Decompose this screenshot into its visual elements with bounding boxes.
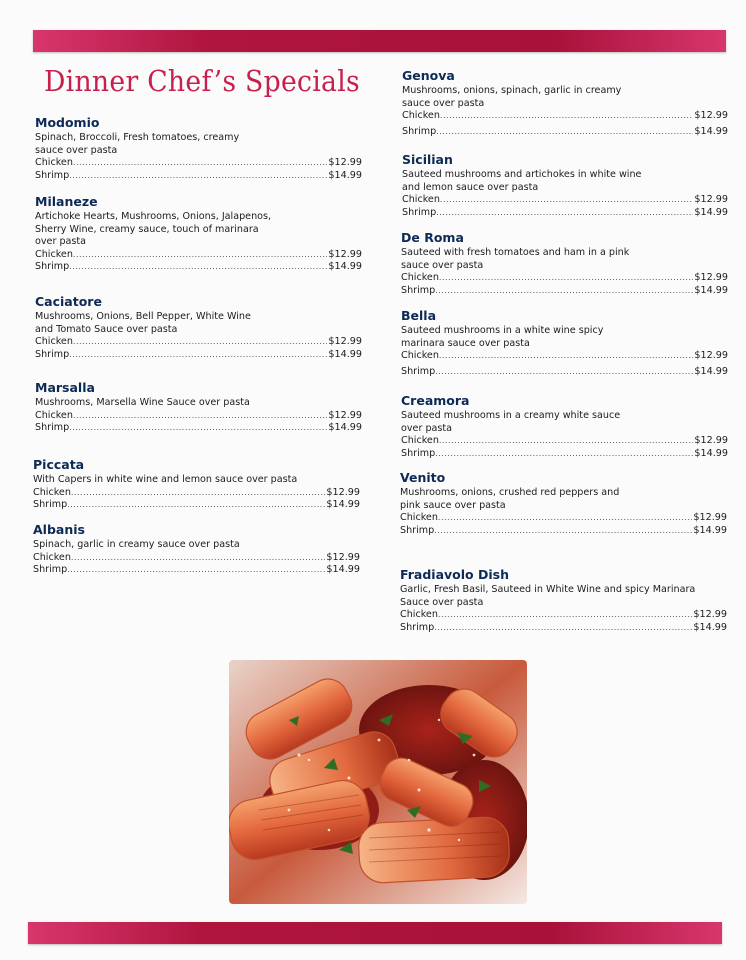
menu-item-fradiavolo-dish [400,567,727,634]
menu-item-venito [400,470,727,537]
price-row-shrimp: Shrimp ..... $14.99 [35,170,362,183]
price-row-chicken: Chicken ..... $12.99 [400,609,727,622]
menu-item-caciatore [35,294,362,361]
menu-item-modomio [35,115,362,182]
price-row-shrimp: Shrimp ..... $14.99 [35,261,362,274]
price-row-chicken: Chicken ..... $12.99 [33,487,360,500]
item-name: Piccata [33,457,85,472]
item-description: Sauteed with fresh tomatoes and ham in a pink sauce over pasta [401,247,630,271]
item-name: De Roma [401,230,464,245]
price-row-shrimp: Shrimp ..... $14.99 [402,126,728,139]
price-row-shrimp: Shrimp ..... $14.99 [401,285,728,298]
price-row-shrimp: Shrimp ..... $14.99 [35,422,362,435]
item-description: Mushrooms, onions, crushed red peppers and pink sauce over pasta [400,487,620,511]
price-row-chicken: Chicken ..... $12.99 [35,249,362,262]
price-row-chicken: Chicken ..... $12.99 [401,272,728,285]
item-description: Spinach, Broccoli, Fresh tomatoes, creamy sauce over pasta [35,132,240,156]
item-name: Sicilian [402,152,453,167]
price-row-chicken: Chicken ..... $12.99 [35,157,362,170]
price-row-shrimp: Shrimp ..... $14.99 [401,448,728,461]
price-row-shrimp: Shrimp ..... $14.99 [402,207,728,220]
menu-item-milaneze [35,194,362,274]
item-name: Albanis [33,522,85,537]
price-row-chicken: Chicken ..... $12.99 [401,435,728,448]
price-row-shrimp: Shrimp ..... $14.99 [33,564,360,577]
item-description: Sauteed mushrooms and artichokes in white wine and lemon sauce over pasta [402,169,642,193]
menu-item-piccata [33,457,360,512]
price-row-chicken: Chicken ..... $12.99 [402,110,728,123]
price-row-shrimp: Shrimp ..... $14.99 [400,622,727,635]
price-row-shrimp: Shrimp ..... $14.99 [35,349,362,362]
price-row-chicken: Chicken ..... $12.99 [35,410,362,423]
item-description: Sauteed mushrooms in a white wine spicy marinara sauce over pasta [401,325,604,349]
top-banner [33,30,726,52]
item-name: Creamora [401,393,470,408]
menu-item-creamora [401,393,728,460]
item-name: Venito [400,470,446,485]
menu-item-albanis [33,522,360,577]
price-row-chicken: Chicken ..... $12.99 [402,194,728,207]
price-row-shrimp: Shrimp ..... $14.99 [33,499,360,512]
item-description: Mushrooms, Onions, Bell Pepper, White Wine and Tomato Sauce over pasta [35,311,251,335]
bottom-banner [28,922,722,944]
item-description: Spinach, garlic in creamy sauce over pasta [33,539,240,550]
item-name: Caciatore [35,294,102,309]
menu-item-genova [402,68,728,138]
item-description: Mushrooms, Marsella Wine Sauce over pasta [35,397,250,408]
item-name: Bella [401,308,437,323]
price-row-chicken: Chicken ..... $12.99 [400,512,727,525]
item-description: Artichoke Hearts, Mushrooms, Onions, Jalapenos, Sherry Wine, creamy sauce, touch of marinara over pasta [35,211,272,247]
price-row-shrimp: Shrimp ..... $14.99 [401,366,728,379]
menu-item-sicilian [402,152,728,219]
menu-item-de-roma [401,230,728,297]
item-name: Milaneze [35,194,98,209]
price-row-chicken: Chicken ..... $12.99 [35,336,362,349]
price-row-chicken: Chicken ..... $12.99 [33,552,360,565]
price-row-chicken: Chicken ..... $12.99 [401,350,728,363]
item-description: Garlic, Fresh Basil, Sauteed in White Wine and spicy Marinara Sauce over pasta [400,584,696,608]
item-name: Fradiavolo Dish [400,567,509,582]
menu-item-marsalla [35,380,362,435]
item-name: Marsalla [35,380,95,395]
price-row-shrimp: Shrimp ..... $14.99 [400,525,727,538]
item-description: With Capers in white wine and lemon sauce over pasta [33,474,298,485]
menu-item-bella [401,308,728,378]
pasta-dish-image [229,660,527,904]
item-description: Mushrooms, onions, spinach, garlic in creamy sauce over pasta [402,85,622,109]
item-name: Modomio [35,115,100,130]
menu-title: Dinner Chef’s Specials [44,64,361,98]
item-description: Sauteed mushrooms in a creamy white sauce over pasta [401,410,621,434]
item-name: Genova [402,68,455,83]
